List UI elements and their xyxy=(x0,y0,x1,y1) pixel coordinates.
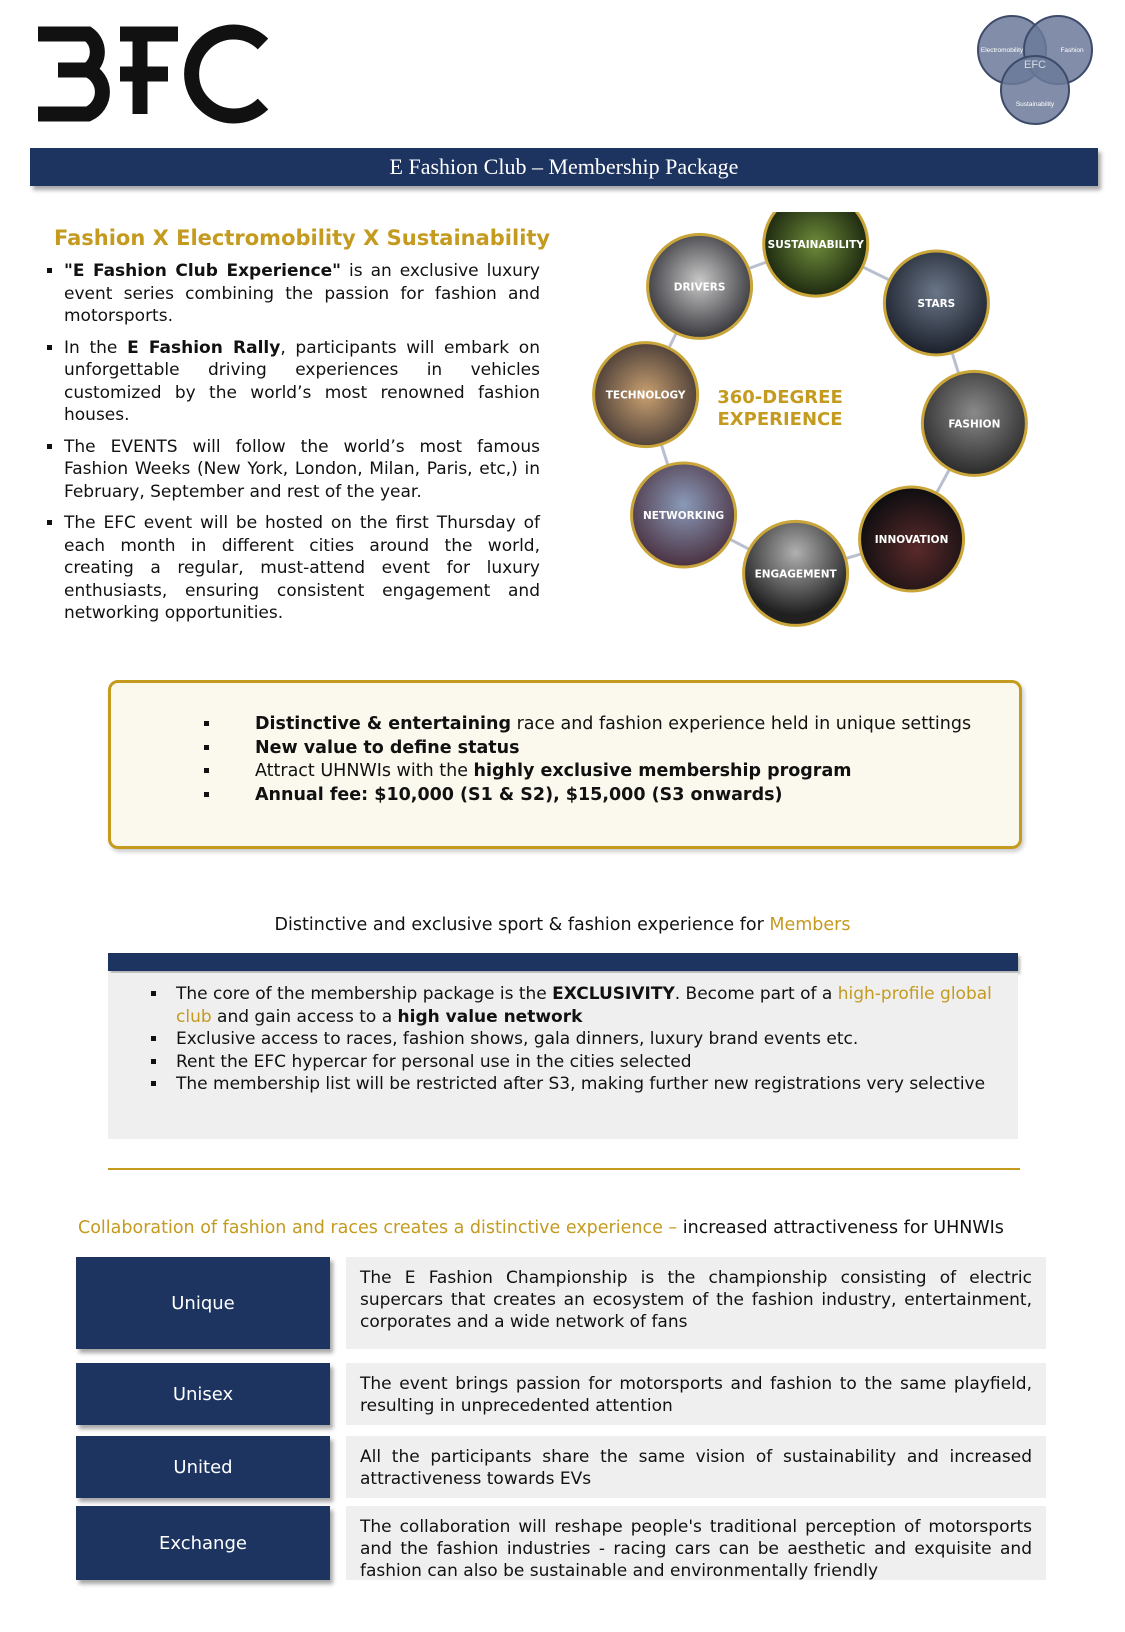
members-bullet-1 xyxy=(168,1028,1018,1051)
collab-label-unique: Unique xyxy=(76,1257,330,1349)
venn-center: EFC xyxy=(1024,59,1046,71)
bold-text: "E Fashion Club Experience" xyxy=(64,261,342,281)
collaboration-title xyxy=(78,1218,1004,1238)
text: and gain access to a xyxy=(211,1006,398,1027)
collab-desc-unisex: The event brings passion for motorsports and fashion to the same playfield, resulting in unprecedented attention xyxy=(346,1363,1046,1425)
venn-label-electromobility: Electromobility xyxy=(980,47,1024,54)
text: The membership list will be restricted after S3, making further new registrations very selective xyxy=(176,1074,986,1094)
text: The EFC event will be hosted on the first Thursday of each month in different cities around the world, creating a regular, must-attend event for luxury enthusiasts, ensuring consistent engagement and networking opportunities. xyxy=(64,513,540,623)
node-label-technology: TECHNOLOGY xyxy=(605,389,686,402)
collaboration-title-dark: increased attractiveness for UHNWIs xyxy=(682,1218,1004,1238)
text: . Become part of a xyxy=(674,984,838,1004)
divider xyxy=(108,1168,1020,1170)
text: Attract UHNWIs with the xyxy=(255,761,474,781)
members-title xyxy=(0,915,1125,935)
bold-text: Annual fee: $10,000 (S1 & S2), $15,000 (S3 onwards) xyxy=(255,784,783,805)
node-label-drivers: DRIVERS xyxy=(673,281,726,294)
node-label-sustainability: SUSTAINABILITY xyxy=(767,239,864,252)
node-sustainability xyxy=(764,212,868,296)
bold-text: EXCLUSIVITY xyxy=(552,984,675,1004)
venn-diagram xyxy=(970,6,1100,131)
collab-desc-united: All the participants share the same vision of sustainability and increased attractiveness towards EVs xyxy=(346,1436,1046,1498)
text: race and fashion experience held in unique settings xyxy=(511,714,972,734)
collab-desc-unique: The E Fashion Championship is the championship consisting of electric supercars that creates an ecosystem of the fashion industry, entertainment, corporates and a wide network of fans xyxy=(346,1257,1046,1349)
intro-bullet-2 xyxy=(64,436,540,504)
efc-logo xyxy=(28,22,268,124)
bold-text: E Fashion Rally xyxy=(127,337,281,358)
bold-text: Distinctive & entertaining xyxy=(255,714,512,734)
intro-bullet-1 xyxy=(64,337,540,427)
text: In the xyxy=(64,337,128,358)
collab-desc-exchange: The collaboration will reshape people's traditional perception of motorsports and the fashion industries - racing cars can be aesthetic and exquisite and fashion can also be sustainable and environmentally friendly xyxy=(346,1506,1046,1580)
text: The core of the membership package is the xyxy=(176,984,553,1004)
text: Exclusive access to races, fashion shows, gala dinners, luxury brand events etc. xyxy=(176,1029,859,1049)
highlight-bullet-3 xyxy=(221,784,1019,808)
highlight-text: high-profile global club xyxy=(176,984,992,1027)
text: is an exclusive luxury event series combining the passion for fashion and motorsports. xyxy=(64,261,540,326)
node-label-innovation: INNOVATION xyxy=(874,534,949,547)
highlight-bullet-0 xyxy=(221,713,1019,737)
collab-label-unisex: Unisex xyxy=(76,1363,330,1425)
venn-label-sustainability: Sustainability xyxy=(1015,101,1055,108)
experience-diagram xyxy=(584,212,1054,642)
highlight-bullet-1 xyxy=(221,737,1019,761)
text: , participants will embark on unforgettable driving experiences in vehicles customized by the world’s most renowned fashion houses. xyxy=(64,337,540,425)
experience-center-line2: EXPERIENCE xyxy=(717,409,843,430)
members-title-prefix: Distinctive and exclusive sport & fashion experience for xyxy=(274,915,770,935)
members-bullet-0 xyxy=(168,983,1018,1028)
text: Rent the EFC hypercar for personal use in the cities selected xyxy=(176,1051,692,1072)
members-bar xyxy=(108,953,1018,971)
members-bullet-3 xyxy=(168,1073,1018,1096)
highlight-bullet-2 xyxy=(221,760,1019,784)
bold-text: New value to define status xyxy=(255,737,520,758)
collab-label-exchange: Exchange xyxy=(76,1506,330,1580)
members-bullet-2 xyxy=(168,1051,1018,1074)
bold-text: high value network xyxy=(397,1006,583,1027)
intro-heading: Fashion X Electromobility X Sustainability xyxy=(54,226,551,250)
node-label-fashion: FASHION xyxy=(948,418,1001,431)
collab-label-united: United xyxy=(76,1436,330,1498)
members-title-highlight: Members xyxy=(769,915,851,935)
node-label-engagement: ENGAGEMENT xyxy=(754,568,837,581)
node-label-stars: STARS xyxy=(917,297,956,310)
intro-bullets xyxy=(36,260,540,634)
text: The EVENTS will follow the world’s most famous Fashion Weeks (New York, London, Milan, Paris, etc,) in February, September and rest of the year. xyxy=(64,436,540,502)
node-label-networking: NETWORKING xyxy=(643,510,725,523)
venn-label-fashion: Fashion xyxy=(1060,47,1084,54)
members-box xyxy=(108,973,1018,1139)
bold-text: highly exclusive membership program xyxy=(473,761,852,781)
highlights-box xyxy=(108,680,1022,849)
collaboration-title-gold: Collaboration of fashion and races creates a distinctive experience – xyxy=(78,1218,683,1238)
intro-bullet-0 xyxy=(64,260,540,328)
experience-center-line1: 360-DEGREE xyxy=(717,387,843,408)
page-title: E Fashion Club – Membership Package xyxy=(30,148,1098,186)
intro-bullet-3 xyxy=(64,512,540,625)
